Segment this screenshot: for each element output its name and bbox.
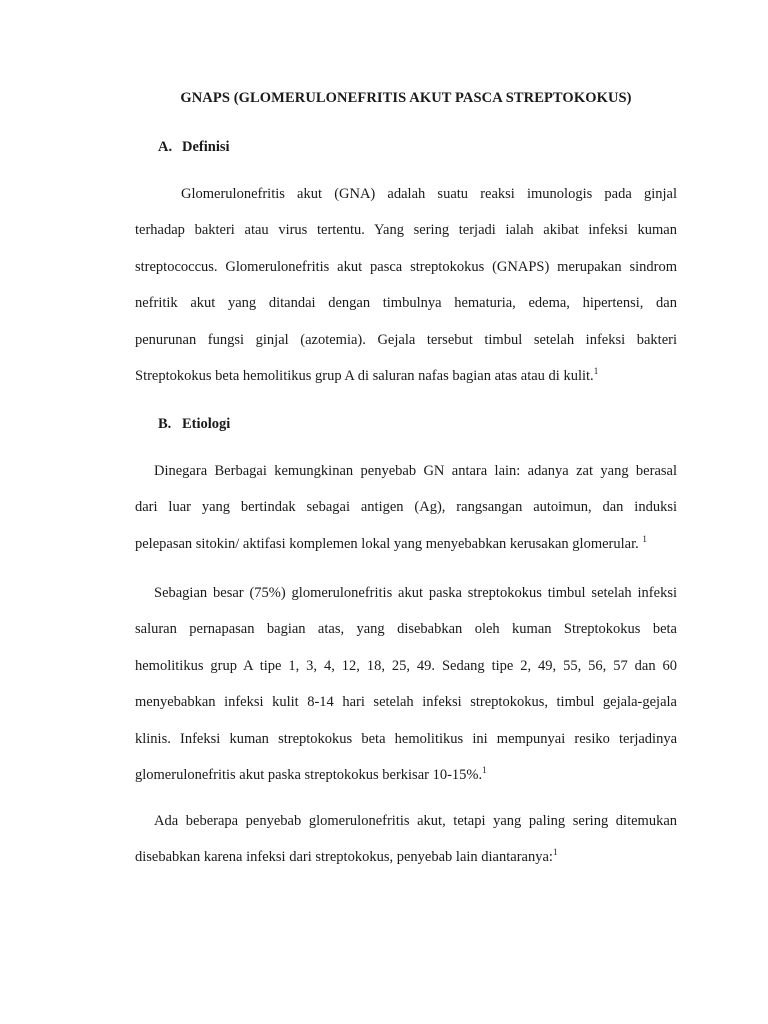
section-heading-definisi (158, 139, 230, 156)
paragraph-line: Sebagian besar (75%) glomerulonefritis akut paska streptokokus timbul setelah infeksi (154, 585, 677, 601)
paragraph-etiologi-2 (135, 575, 677, 793)
paragraph-last-line (135, 757, 677, 793)
paragraph-line: terhadap bakteri atau virus tertentu. Yang sering terjadi ialah akibat infeksi kuman (135, 222, 677, 239)
citation-superscript: 1 (482, 764, 487, 775)
document-title: GNAPS (GLOMERULONEFRITIS AKUT PASCA STREPTOKOKUS) (180, 90, 632, 106)
paragraph-line: streptococcus. Glomerulonefritis akut pasca streptokokus (GNAPS) merupakan sindrom (135, 258, 677, 275)
paragraph-line: klinis. Infeksi kuman streptokokus beta hemolitikus ini mempunyai resiko terjadinya (135, 730, 677, 747)
paragraph-etiologi-1 (135, 453, 677, 562)
paragraph-last-line (135, 839, 677, 875)
paragraph-line: nefritik akut yang ditandai dengan timbulnya hematuria, edema, hipertensi, dan (135, 295, 677, 312)
paragraph-line: dari luar yang bertindak sebagai antigen (Ag), rangsangan autoimun, dan induksi (135, 499, 677, 516)
paragraph-last-line (135, 358, 677, 394)
paragraph-line: Glomerulonefritis akut (GNA) adalah suatu reaksi imunologis pada ginjal (181, 186, 677, 202)
paragraph-line: menyebabkan infeksi kulit 8-14 hari setelah infeksi streptokokus, timbul gejala-gejala (135, 694, 677, 711)
paragraph-line: penurunan fungsi ginjal (azotemia). Gejala tersebut timbul setelah infeksi bakteri (135, 331, 677, 348)
paragraph-line: saluran pernapasan bagian atas, yang disebabkan oleh kuman Streptokokus beta (135, 621, 677, 638)
paragraph-line-text: Streptokokus beta hemolitikus grup A di saluran nafas bagian atas atau di kulit. (135, 367, 594, 384)
section-title: Etiologi (182, 416, 231, 432)
section-title: Definisi (182, 139, 230, 155)
citation-superscript: 1 (593, 365, 599, 376)
paragraph-definisi (135, 176, 677, 394)
paragraph-line-text: disebabkan karena infeksi dari streptokokus, penyebab lain diantaranya: (135, 849, 553, 866)
section-number: B. (158, 416, 172, 432)
section-number: A. (158, 139, 173, 155)
paragraph-line: Dinegara Berbagai kemungkinan penyebab GN antara lain: adanya zat yang berasal (154, 463, 677, 479)
citation-superscript: 1 (642, 533, 647, 544)
paragraph-line-text: glomerulonefritis akut paska streptokokus berkisar 10-15%. (135, 766, 483, 783)
section-heading-etiologi (158, 416, 230, 433)
paragraph-last-line (135, 526, 677, 562)
paragraph-line: Ada beberapa penyebab glomerulonefritis akut, tetapi yang paling sering ditemukan (154, 813, 677, 829)
paragraph-etiologi-3 (135, 803, 677, 876)
paragraph-line: hemolitikus grup A tipe 1, 3, 4, 12, 18, 25, 49. Sedang tipe 2, 49, 55, 56, 57 dan 60 (135, 657, 677, 674)
citation-superscript: 1 (552, 847, 558, 858)
paragraph-line-text: pelepasan sitokin/ aktifasi komplemen lokal yang menyebabkan kerusakan glomerular. (135, 535, 643, 552)
